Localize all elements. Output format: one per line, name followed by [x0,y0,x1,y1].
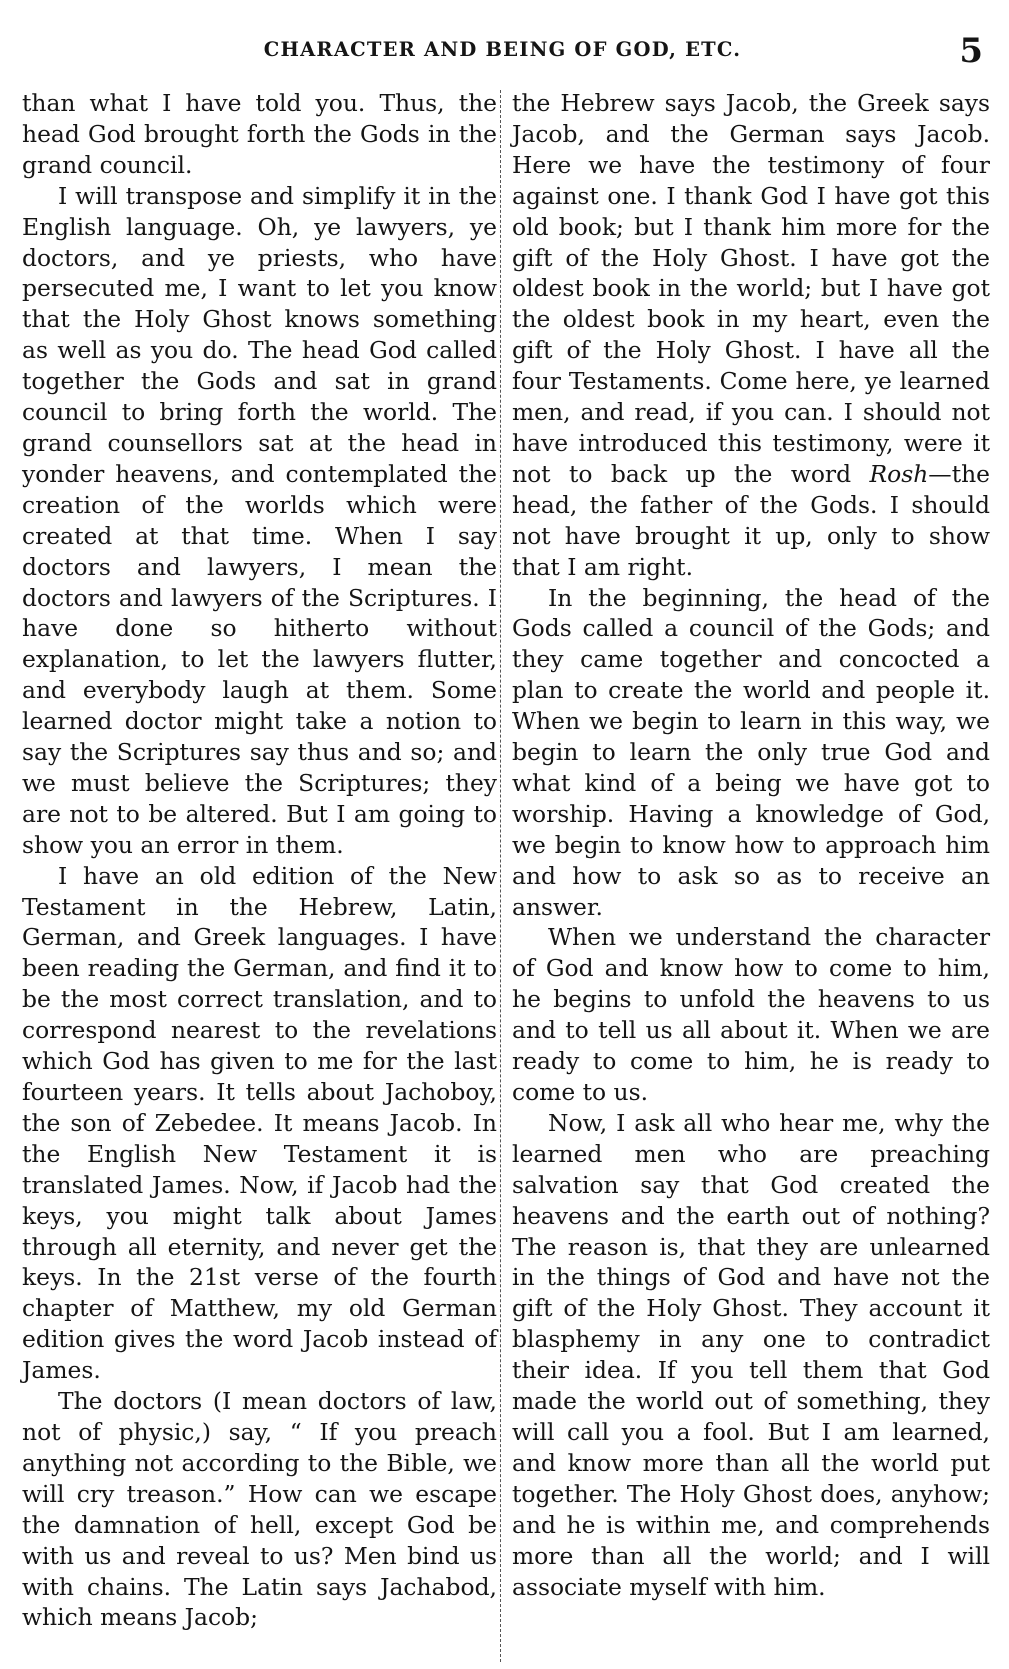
running-head: CHARACTER AND BEING OF GOD, ETC. [263,38,742,61]
paragraph: I will transpose and simplify it in the English language. Oh, ye lawyers, ye doctors, and ye priests, who have persecuted me, I want to let you know that the Holy Ghost knows something as well as you do. The head God called together the Gods and sat in grand council to bring forth the world. The grand counsellors sat at the head in yonder heavens, and contemplated the creation of the worlds which were created at that time. When I say doctors and lawyers, I mean the doctors and lawyers of the Scriptures. I have done so hitherto without explanation, to let the lawyers flutter, and everybody laugh at them. Some learned doctor might take a notion to say the Scriptures say thus and so; and we must believe the Scriptures; they are not to be altered. But I am going to show you an error in them. [22,181,497,859]
paragraph: Now, I ask all who hear me, why the learned men who are preaching salvation say that God created the heavens and the earth out of nothing? The reason is, that they are unlearned in the things of God and have not the gift of the Holy Ghost. They account it blasphemy in any one to contradict their idea. If you tell them that God made the world out of something, they will call you a fool. But I am learned, and know more than all the world put together. The Holy Ghost does, anyhow; and he is within me, and comprehends more than all the world; and I will associate myself with him. [512,1108,990,1601]
page-number: 5 [959,31,983,71]
paragraph-text: —the head, the father of the Gods. I should not have brought it up, only to show that I am right. [512,459,990,581]
column-divider [500,90,501,1662]
left-column [22,88,497,1633]
right-column [512,88,990,1602]
paragraph: The doctors (I mean doctors of law, not of physic,) say, “ If you preach anything not according to the Bible, we will cry treason.” How can we escape the damnation of hell, except God be with us and reveal to us? Men bind us with chains. The Latin says Jachabod, which means Jacob; [22,1387,497,1632]
paragraph: In the beginning, the head of the Gods called a council of the Gods; and they came together and concocted a plan to create the world and people it. When we begin to learn in this way, we begin to learn the only true God and what kind of a being we have got to worship. Having a knowledge of God, we begin to know how to approach him and how to ask so as to receive an answer. [512,583,990,921]
paragraph-text: the Hebrew says Jacob, the Greek says Jacob, and the German says Jacob. Here we have the testimony of four against one. I thank God I have got this old book; but I thank him more for the gift of the Holy Ghost. I have got the oldest book in the world; but I have got the oldest book in my heart, even the gift of the Holy Ghost. I have all the four Testaments. Come here, ye learned men, and read, if you can. I should not have introduced this testimony, were it not to back up the word [512,89,990,488]
paragraph: When we understand the character of God and know how to come to him, he begins to unfold the heavens to us and to tell us all about it. When we are ready to come to him, he is ready to come to us. [512,923,990,1106]
page-header [22,31,983,74]
paragraph: I have an old edition of the New Testament in the Hebrew, Latin, German, and Greek languages. I have been reading the German, and find it to be the most correct translation, and to correspond nearest to the revelations which God has given to me for the last fourteen years. It tells about Jachoboy, the son of Zebedee. It means Jacob. In the English New Testament it is translated James. Now, if Jacob had the keys, you might talk about James through all eternity, and never get the keys. In the 21st verse of the fourth chapter of Matthew, my old German edition gives the word Jacob instead of James. [22,861,497,1385]
hebrew-word-rosh: Rosh [869,459,929,488]
paragraph: than what I have told you. Thus, the head God brought forth the Gods in the grand council. [22,89,497,179]
paragraph [512,88,990,583]
